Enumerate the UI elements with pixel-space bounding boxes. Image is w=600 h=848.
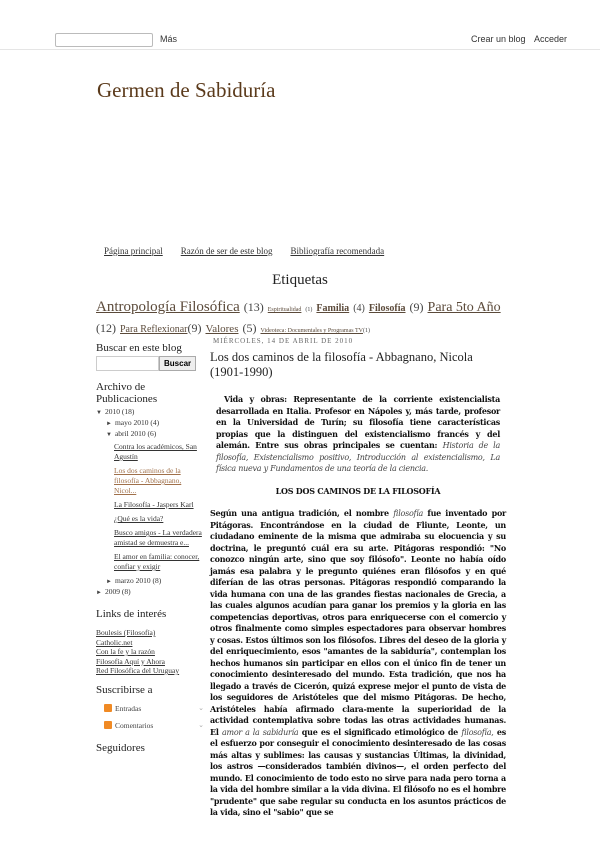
tag-count: (9) (409, 300, 424, 314)
tag-count: (9) (187, 321, 202, 335)
archive-post-link[interactable]: Contra los académicos, San Agustín (114, 442, 197, 461)
blog-search-input[interactable] (96, 356, 159, 371)
subscribe-label: Comentarios (115, 720, 154, 730)
tag-count: (1) (305, 307, 313, 313)
link-item[interactable]: Boulesis (Filosofía) (96, 628, 156, 637)
page-home[interactable]: Página principal (104, 246, 163, 256)
navbar (0, 28, 600, 50)
archive-post-link[interactable]: La Filosofía - Jaspers Karl (114, 500, 194, 509)
search-button[interactable]: Buscar (159, 356, 196, 371)
tag-link[interactable]: Filosofía (368, 303, 406, 314)
tag-link[interactable]: Espiritualidad (267, 307, 302, 313)
tag-count: (4) (353, 303, 365, 314)
archive-post-link[interactable]: Busco amigos - La verdadera amistad se demuestra e... (114, 528, 202, 547)
tag-link[interactable]: Videoteca: Documentales y Programas TV (260, 328, 363, 334)
collapsed-icon[interactable]: ► (106, 579, 112, 585)
link-item[interactable]: Red Filosófica del Uruguay (96, 666, 180, 675)
tag-count: (1) (362, 328, 370, 334)
main-paragraph: Según una antigua tradición, el nombre filosofía fue inventado por Pitágoras. Encontrándose en la ciudad de Fliunte, Leonte, un ciudadano eminente de la misma que admiraba su elocuencia y su doctrina, le preguntó cuál era su arte. Pitágoras respondió: "No conozco ningún arte, sino que soy filósofo". Leonte no había oído jamás esa palabra y le pregunto quiénes eran filósofos y en qué diferían de las otras personas. Pitágoras respondió comparando la vida humana con una de las grandes fiestas nacionales de Grecia, a las cuales algunos acudían para ganar los premios y la gloria en las competencias deportivas, otros para enriquecerse con el comercio y otros finalmente como simples espectadores para observar hombres y cosas. Estos últimos son los filósofos. Libres del deseo de la gloria y del enriquecimiento, esos "amantes de la sabiduría", contemplan los hechos humanos sin participar en ellos con el único fin de tener un conocimiento desinteresado del mundo. Esta tradición, que nos ha llegado a través de Cicerón, quizá exprese mejor el punto de vista de los seguidores de Aristóteles que del mismo Pitágoras. De hecho, Aristóteles había afirmado clara-mente la superioridad de la actividad contemplativa sobre todas las otras actividades humanas. El amor a la sabiduría que es el significado etimológico de filosofía, es el esfuerzo por conseguir el conocimiento desinteresado de las cosas más altas y sublimes: las causas y sustancias Últimas, la divinidad, los astros —considerados también divinos—, el orden perfecto del mundo. El conocimiento de todo esto no sirve para nada pero torna a la vida del hombre similar a la vida divina. El filósofo no es el hombre "prudente" que sabe regular su conducta en los asuntos prácticos de la vida, sino el "sabio" que se (210, 508, 506, 817)
link-item[interactable]: Catholic.net (96, 637, 133, 647)
rss-icon (104, 704, 112, 712)
chevron-down-icon[interactable]: ⌄ (198, 704, 204, 712)
subscribe-label: Entradas (115, 703, 142, 713)
tag-link[interactable]: Para Reflexionar (120, 324, 188, 335)
post-date: MIÉRCOLES, 14 DE ABRIL DE 2010 (213, 337, 354, 345)
labels-title: Etiquetas (272, 272, 328, 288)
expanded-icon[interactable]: ▼ (96, 410, 102, 416)
post-title[interactable]: Los dos caminos de la filosofía - Abbagnano, Nicola (1901-1990) (210, 350, 473, 379)
links-list (96, 628, 204, 676)
link-item[interactable]: Con la fe y la razón (96, 647, 155, 656)
create-blog-link[interactable]: Crear un blog (471, 34, 526, 44)
collapsed-icon[interactable]: ► (106, 421, 112, 427)
post-body (210, 394, 506, 819)
tag-count: (5) (242, 321, 257, 335)
tag-link[interactable]: Antropología Filosófica (96, 299, 240, 315)
page-bibliography[interactable]: Bibliografía recomendada (290, 246, 385, 256)
search-title: Buscar en este blog (96, 342, 182, 354)
page-reason[interactable]: Razón de ser de este blog (180, 246, 273, 256)
tag-link[interactable]: Valores (205, 323, 239, 335)
archive-post-link[interactable]: El amor en familia: conocer, confiar y exigir (114, 552, 200, 571)
post (210, 337, 506, 830)
followers-title: Seguidores (96, 741, 145, 754)
archive-apr-2010[interactable]: abril 2010 (6) (114, 429, 157, 438)
expanded-icon[interactable]: ▼ (106, 432, 112, 438)
login-link[interactable]: Acceder (534, 34, 568, 44)
intro-paragraph: Vida y obras: Representante de la corriente existencialista desarrollada en Italia. Profesor en Nápoles y, más tarde, profesor en la Universidad de Turín; su filosofía tiene características propias que la distinguen del existencialismo francés y del alemán. Entre sus obras principales se cuentan: Historia de la filosofía, Existencialismo positivo, Introducción al existencialismo, La física nueva y Fundamentos de una teoría de la ciencia. (216, 394, 501, 473)
pages-nav (104, 246, 384, 256)
tag-cloud (96, 298, 506, 340)
tag-link[interactable]: Para 5to Año (427, 300, 501, 315)
blog-title[interactable]: Germen de Sabiduría (97, 78, 276, 102)
tag-link[interactable]: Familia (316, 303, 350, 314)
sidebar (96, 342, 204, 756)
section-heading: LOS DOS CAMINOS DE LA FILOSOFÍA (275, 485, 441, 496)
archive-may-2010[interactable]: mayo 2010 (4) (114, 418, 160, 427)
chevron-down-icon[interactable]: ⌄ (198, 721, 204, 729)
collapsed-icon[interactable]: ► (96, 590, 102, 596)
rss-icon (104, 721, 112, 729)
navbar-search-input[interactable] (55, 33, 153, 47)
subscribe-posts[interactable] (104, 704, 204, 713)
archive (96, 407, 204, 598)
archive-mar-2010[interactable]: marzo 2010 (8) (114, 576, 162, 585)
subscribe-comments[interactable] (104, 721, 204, 730)
archive-title: Archivo de Publicaciones (96, 381, 158, 405)
link-item[interactable]: Filosofía Aquí y Ahora (96, 656, 165, 666)
tag-count: (12) (96, 321, 116, 335)
archive-2010[interactable]: 2010 (18) (104, 407, 135, 416)
links-title: Links de interés (96, 608, 167, 620)
tag-count: (13) (243, 300, 264, 314)
archive-post-link[interactable]: Los dos caminos de la filosofía - Abbagnano, Nicol... (114, 466, 182, 495)
archive-post-link[interactable]: ¿Qué es la vida? (114, 514, 164, 523)
more-link[interactable]: Más (160, 34, 178, 44)
archive-2009[interactable]: 2009 (8) (104, 587, 131, 596)
subscribe-title: Suscribirse a (96, 683, 153, 696)
